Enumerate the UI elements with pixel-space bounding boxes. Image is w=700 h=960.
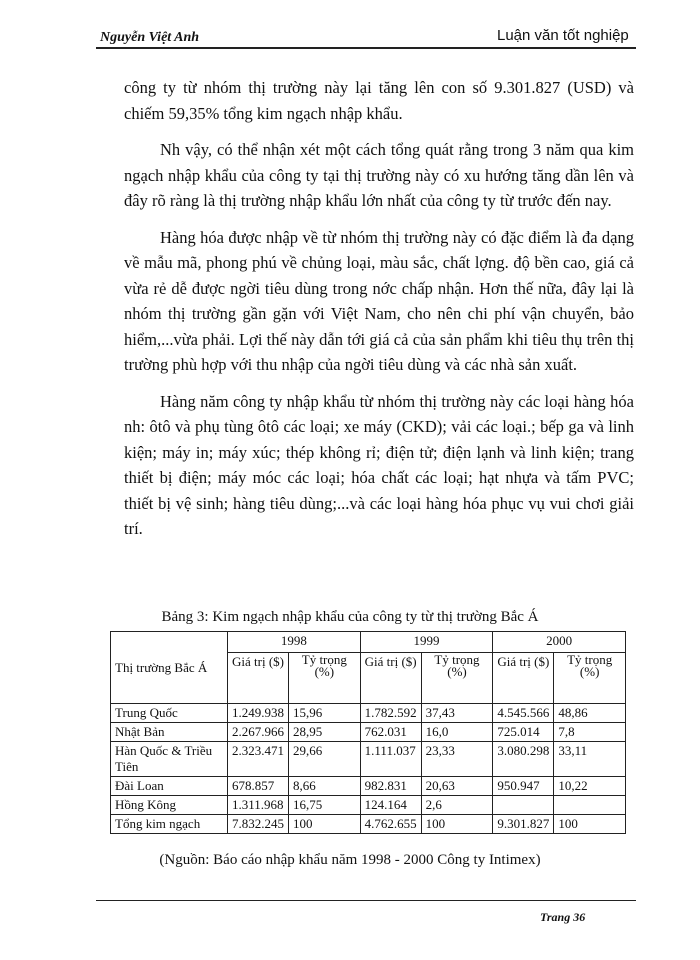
source-note: (Nguồn: Báo cáo nhập khẩu năm 1998 - 2000 Công ty Intimex) xyxy=(159,852,541,868)
value-cell: 762.031 xyxy=(360,723,421,742)
value-cell: 124.164 xyxy=(360,796,421,815)
header-title: Luận văn tốt nghiệp xyxy=(497,27,629,44)
table-row xyxy=(111,742,626,777)
value-cell: 982.831 xyxy=(360,777,421,796)
table-row xyxy=(111,777,626,796)
share-cell: 8,66 xyxy=(289,777,361,796)
paragraph: Nh vậy, có thể nhận xét một cách tổng quát rằng trong 3 năm qua kim ngạch nhập khẩu của công ty tại thị trường này có xu hướng tăng dần lên và đây rõ ràng là thị trường nhập khẩu lớn nhất của công ty từ trước đến nay. xyxy=(124,140,634,210)
table-row xyxy=(111,815,626,834)
import-table xyxy=(110,631,626,834)
year-header: 1998 xyxy=(228,632,361,653)
share-cell: 100 xyxy=(554,815,626,834)
share-cell: 37,43 xyxy=(421,704,493,723)
share-cell xyxy=(554,796,626,815)
share-cell: 29,66 xyxy=(289,742,361,777)
year-header: 1999 xyxy=(360,632,493,653)
value-cell: 950.947 xyxy=(493,777,554,796)
market-cell: Nhật Bản xyxy=(111,723,228,742)
share-cell: 100 xyxy=(289,815,361,834)
value-cell: 3.080.298 xyxy=(493,742,554,777)
share-header: Tỷ trọng (%) xyxy=(421,653,493,704)
share-cell: 28,95 xyxy=(289,723,361,742)
value-cell: 678.857 xyxy=(228,777,289,796)
value-cell: 4.762.655 xyxy=(360,815,421,834)
table-row xyxy=(111,704,626,723)
value-cell: 2.267.966 xyxy=(228,723,289,742)
header-author: Nguyễn Việt Anh xyxy=(100,30,200,45)
table-caption: Bảng 3: Kim ngạch nhập khẩu của công ty từ thị trường Bắc Á xyxy=(161,609,539,625)
table-row xyxy=(111,796,626,815)
market-cell: Tổng kim ngạch xyxy=(111,815,228,834)
value-cell: 9.301.827 xyxy=(493,815,554,834)
market-cell: Hồng Kông xyxy=(111,796,228,815)
share-header: Tỷ trọng (%) xyxy=(554,653,626,704)
value-cell: 7.832.245 xyxy=(228,815,289,834)
market-cell: Đài Loan xyxy=(111,777,228,796)
page-number: Trang 36 xyxy=(540,910,586,924)
value-cell: 1.111.037 xyxy=(360,742,421,777)
share-cell: 7,8 xyxy=(554,723,626,742)
value-cell: 1.311.968 xyxy=(228,796,289,815)
footer-rule xyxy=(96,900,636,901)
table-row xyxy=(111,723,626,742)
market-cell: Trung Quốc xyxy=(111,704,228,723)
paragraph: Hàng năm công ty nhập khẩu từ nhóm thị trường này các loại hàng hóa nh: ôtô và phụ tùng ôtô các loại; xe máy (CKD); vải các loại.; bếp ga và linh kiện; máy in; máy xúc; thép không rỉ; điện tử; điện lạnh và linh kiện; trang thiết bị điện; máy móc các loại; hóa chất các loại; hạt nhựa và tấm PVC; thiết bị vệ sinh; hàng tiêu dùng;...và các loại hàng hóa phục vụ vui chơi giải trí. xyxy=(124,391,634,538)
paragraph: Hàng hóa được nhập về từ nhóm thị trường này có đặc điểm là đa dạng về mẫu mã, phong phú về chủng loại, màu sắc, chất lợng. độ bền cao, giá cả vừa rẻ dễ được ngời tiêu dùng trong nớc chấp nhận. Hơn thế nữa, đây lại là nhóm thị trường gần gặn với Việt Nam, cho nên chi phí vận chuyển, bảo hiểm,...vừa phải. Lợi thế này dẫn tới giá cả của sản phẩm khi tiêu thụ trên thị trường phù hợp với thu nhập của ngời tiêu dùng và các nhà sản xuất. xyxy=(124,227,634,374)
table-header-row xyxy=(111,632,626,653)
value-header: Giá trị ($) xyxy=(493,653,554,704)
share-cell: 23,33 xyxy=(421,742,493,777)
value-cell: 725.014 xyxy=(493,723,554,742)
body-text xyxy=(124,75,634,553)
value-header: Giá trị ($) xyxy=(360,653,421,704)
share-cell: 2,6 xyxy=(421,796,493,815)
value-cell: 2.323.471 xyxy=(228,742,289,777)
value-cell xyxy=(493,796,554,815)
value-cell: 4.545.566 xyxy=(493,704,554,723)
share-cell: 100 xyxy=(421,815,493,834)
share-cell: 15,96 xyxy=(289,704,361,723)
share-cell: 20,63 xyxy=(421,777,493,796)
corner-label: Thị trường Bắc Á xyxy=(111,632,228,704)
year-header: 2000 xyxy=(493,632,626,653)
share-cell: 10,22 xyxy=(554,777,626,796)
value-cell: 1.249.938 xyxy=(228,704,289,723)
share-cell: 48,86 xyxy=(554,704,626,723)
value-cell: 1.782.592 xyxy=(360,704,421,723)
paragraph: công ty từ nhóm thị trường này lại tăng lên con số 9.301.827 (USD) và chiếm 59,35% tổng kim ngạch nhập khẩu. xyxy=(124,78,634,123)
header-rule xyxy=(96,47,636,49)
value-header: Giá trị ($) xyxy=(228,653,289,704)
share-header: Tỷ trọng (%) xyxy=(289,653,361,704)
share-cell: 16,0 xyxy=(421,723,493,742)
market-cell: Hàn Quốc & Triều Tiên xyxy=(111,742,228,777)
share-cell: 16,75 xyxy=(289,796,361,815)
share-cell: 33,11 xyxy=(554,742,626,777)
